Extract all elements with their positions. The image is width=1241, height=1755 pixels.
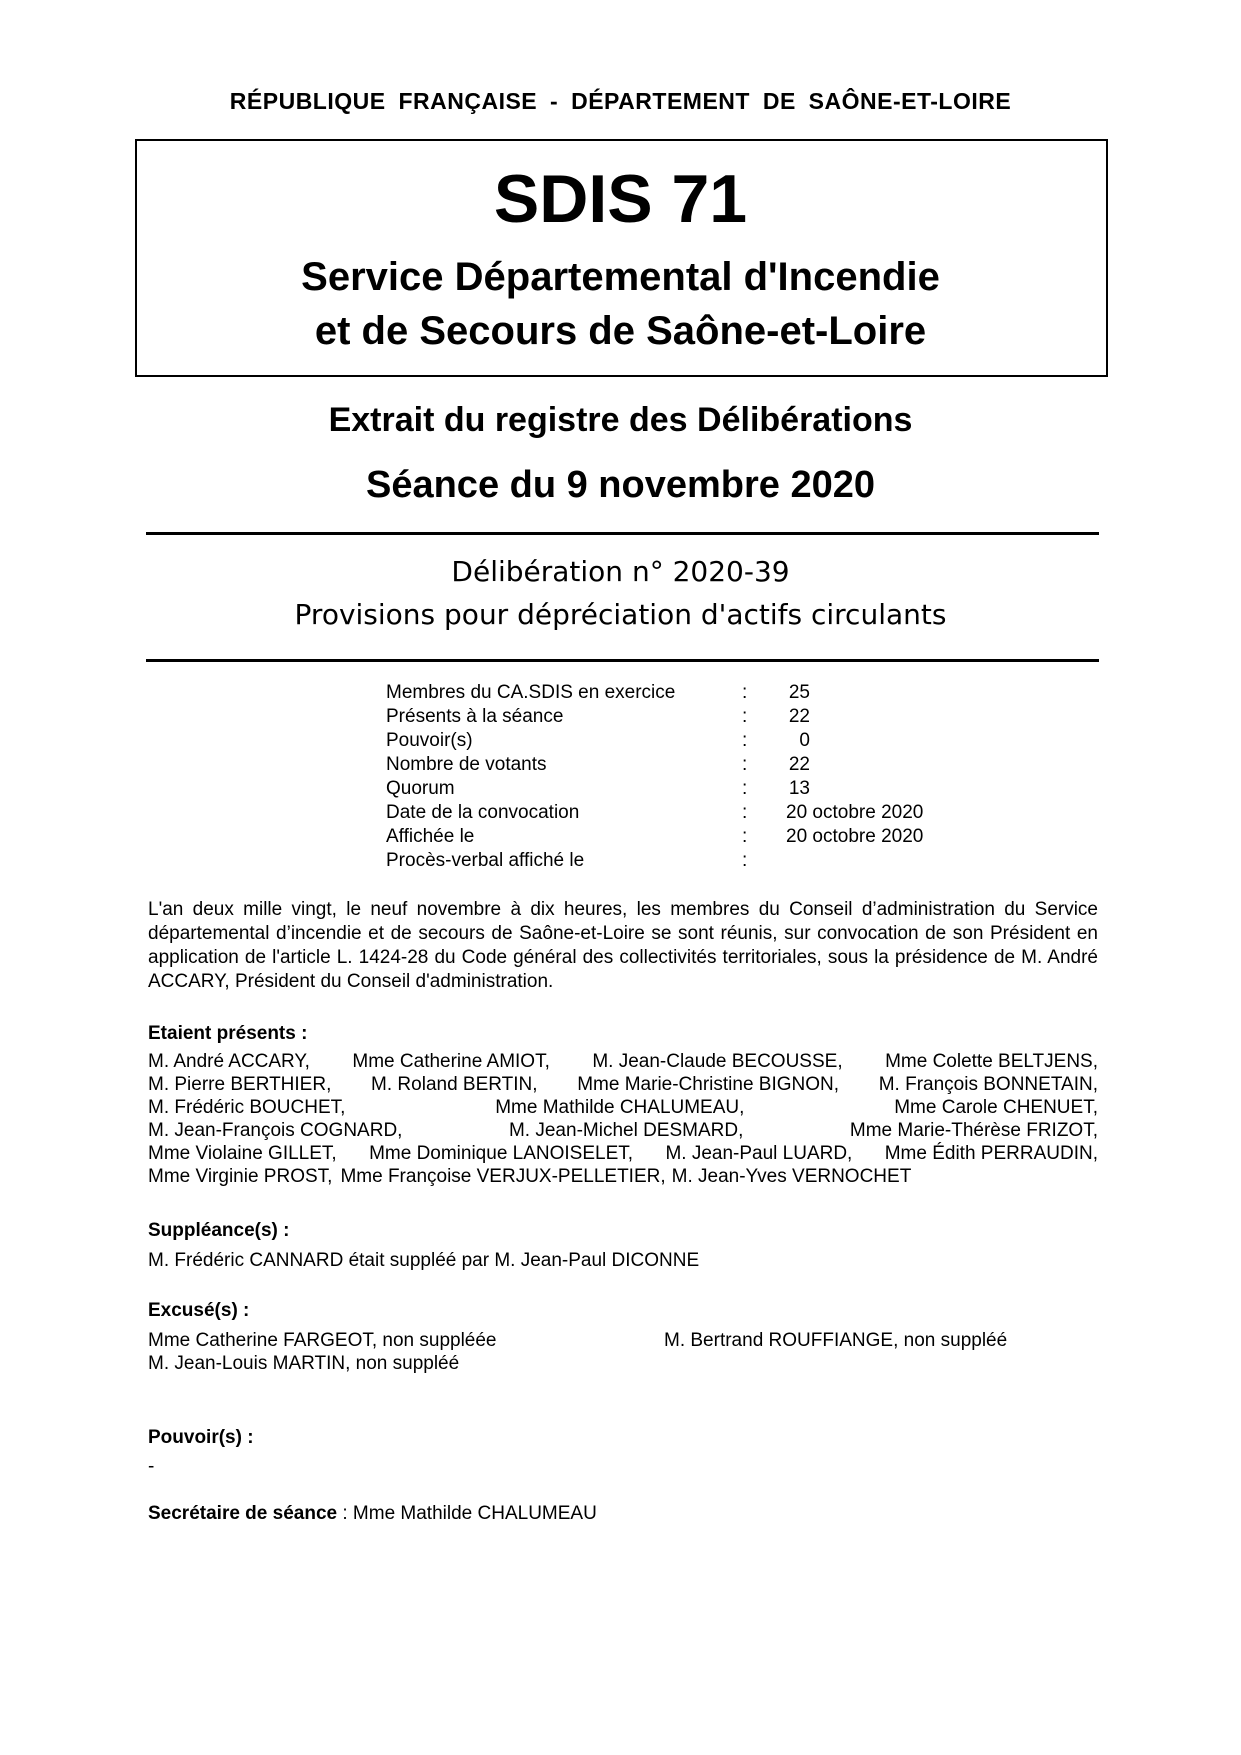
excuses-col2	[664, 1329, 1007, 1352]
stat-label: Affichée le	[386, 826, 475, 847]
stat-value: 13	[788, 778, 810, 799]
member-name: M. André ACCARY,	[148, 1051, 310, 1072]
member-name: Mme Catherine AMIOT,	[352, 1051, 550, 1072]
divider-top	[146, 532, 1099, 535]
stat-separator: :	[742, 826, 748, 847]
stat-value: 25	[788, 682, 810, 703]
member-name: M. Jean-Yves VERNOCHET	[671, 1166, 912, 1187]
member-name: M. Jean-Paul LUARD,	[665, 1143, 853, 1164]
stat-separator: :	[742, 682, 748, 703]
divider-bottom	[146, 659, 1099, 662]
member-name: M. Jean-Claude BECOUSSE,	[592, 1051, 843, 1072]
member-name: Mme Mathilde CHALUMEAU,	[495, 1097, 745, 1118]
stat-label: Présents à la séance	[386, 706, 564, 727]
presents-line	[148, 1096, 1098, 1119]
member-name: Mme Dominique LANOISELET,	[369, 1143, 634, 1164]
member-name: Mme Édith PERRAUDIN,	[884, 1143, 1098, 1164]
member-name: Mme Françoise VERJUX-PELLETIER,	[340, 1166, 666, 1187]
presents-line	[148, 1050, 1098, 1073]
presents-line	[148, 1165, 1098, 1188]
member-name: Mme Carole CHENUET,	[894, 1097, 1098, 1118]
member-name: Mme Colette BELTJENS,	[885, 1051, 1098, 1072]
republic-header: RÉPUBLIQUE FRANÇAISE - DÉPARTEMENT DE SAÔNE-ET-LOIRE	[229, 88, 1012, 114]
excused-name: Mme Catherine FARGEOT, non suppléée	[148, 1330, 497, 1351]
stat-separator: :	[742, 850, 748, 871]
stat-separator: :	[742, 802, 748, 823]
stat-separator: :	[742, 706, 748, 727]
stat-value: 22	[788, 706, 810, 727]
member-name: M. Frédéric BOUCHET,	[148, 1097, 346, 1118]
member-name: M. Pierre BERTHIER,	[148, 1074, 332, 1095]
excused-name: M. Bertrand ROUFFIANGE, non suppléé	[664, 1330, 1008, 1351]
excused-name: M. Jean-Louis MARTIN, non suppléé	[148, 1353, 460, 1374]
member-name: M. François BONNETAIN,	[878, 1074, 1098, 1095]
intro-paragraph: L'an deux mille vingt, le neuf novembre à dix heures, les membres du Conseil d’administration du Service départemental d’incendie et de secours de Saône-et-Loire se sont réunis, sur convocation de son Président en application de l'article L. 1424-28 du Code général des collectivités territoriales, sous la présidence de M. André ACCARY, Président du Conseil d'administration.	[148, 899, 1098, 992]
excuses-title: Excusé(s) :	[148, 1300, 250, 1321]
member-name: Mme Virginie PROST,	[148, 1166, 333, 1187]
seance-heading: Séance du 9 novembre 2020	[365, 464, 876, 506]
stat-label: Quorum	[386, 778, 455, 799]
excuses-col1	[148, 1329, 497, 1375]
secretaire-label: Secrétaire de séance	[148, 1503, 338, 1524]
service-title-line2: et de Secours de Saône-et-Loire	[314, 309, 927, 353]
service-title-line1: Service Départemental d'Incendie	[301, 255, 940, 299]
member-name: Mme Marie-Christine BIGNON,	[577, 1074, 840, 1095]
secretaire-text: : Mme Mathilde CHALUMEAU	[337, 1503, 597, 1524]
pouvoirs-text: -	[148, 1456, 155, 1477]
stat-label: Date de la convocation	[386, 802, 580, 823]
member-name: M. Roland BERTIN,	[371, 1074, 538, 1095]
secretaire-line	[148, 1503, 597, 1525]
stat-label: Nombre de votants	[386, 754, 547, 775]
member-name: Mme Marie-Thérèse FRIZOT,	[849, 1120, 1098, 1141]
member-name: M. Jean-François COGNARD,	[148, 1120, 403, 1141]
presents-title: Etaient présents :	[148, 1023, 308, 1044]
presents-line	[148, 1119, 1098, 1142]
stat-value: 0	[799, 730, 810, 751]
stat-value: 22	[788, 754, 810, 775]
stat-label: Pouvoir(s)	[386, 730, 473, 751]
presents-line	[148, 1073, 1098, 1096]
pouvoirs-title: Pouvoir(s) :	[148, 1427, 254, 1448]
stat-separator: :	[742, 754, 748, 775]
deliberation-number: Délibération n° 2020-39	[451, 555, 790, 588]
stat-separator: :	[742, 730, 748, 751]
deliberation-title: Provisions pour dépréciation d'actifs circulants	[294, 598, 947, 631]
stat-label: Membres du CA.SDIS en exercice	[386, 682, 676, 703]
stat-separator: :	[742, 778, 748, 799]
stat-value: 20 octobre 2020	[786, 826, 924, 847]
presents-line	[148, 1142, 1098, 1165]
sdis-title: SDIS 71	[493, 161, 748, 237]
suppleances-text: M. Frédéric CANNARD était suppléé par M. Jean-Paul DICONNE	[148, 1250, 700, 1271]
extrait-heading: Extrait du registre des Délibérations	[328, 401, 913, 439]
stat-label: Procès-verbal affiché le	[386, 850, 585, 871]
presents-list	[148, 1050, 1098, 1188]
suppleances-title: Suppléance(s) :	[148, 1220, 290, 1241]
member-name: M. Jean-Michel DESMARD,	[508, 1120, 744, 1141]
member-name: Mme Violaine GILLET,	[148, 1143, 337, 1164]
stat-value: 20 octobre 2020	[786, 802, 924, 823]
